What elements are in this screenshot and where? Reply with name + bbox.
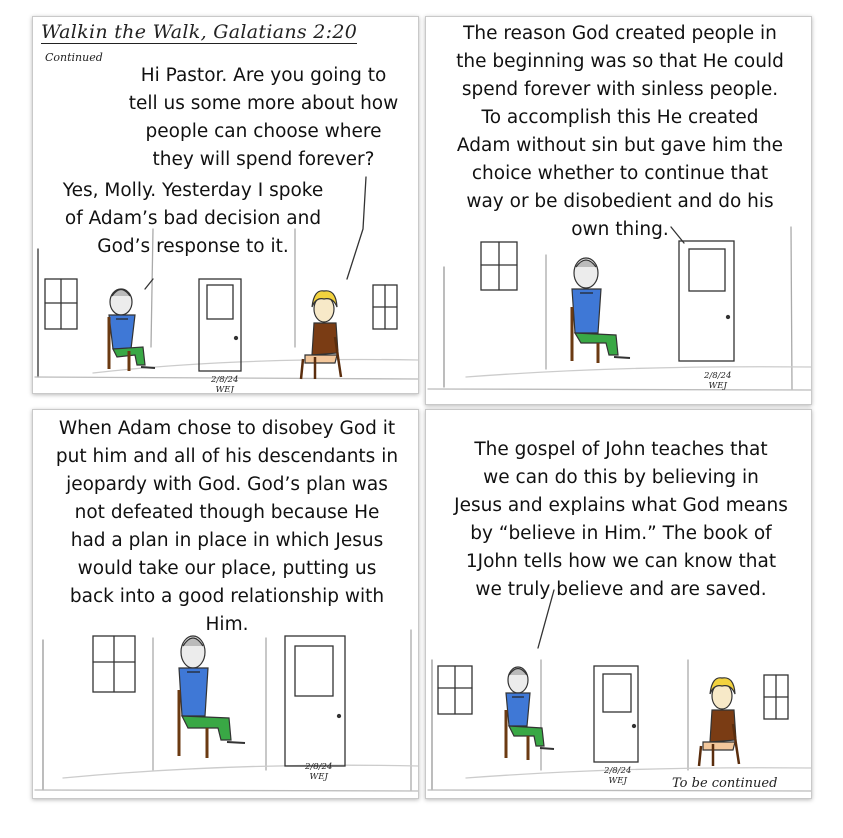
speech-line: by “believe in Him.” The book of — [470, 523, 772, 544]
speech-line: people can choose where — [145, 121, 382, 142]
artist-signature: 2/8/24 WEJ — [604, 766, 632, 786]
speech-line: God’s response to it. — [97, 236, 289, 257]
comic-panel-3 — [32, 409, 419, 799]
window-left — [45, 279, 77, 329]
continued-label: Continued — [45, 51, 103, 64]
pastor-speech — [43, 177, 343, 261]
speech-line: Him. — [205, 614, 249, 635]
molly-figure — [301, 291, 341, 379]
speech-line: choice whether to continue that — [471, 163, 769, 184]
comic-panel-1 — [32, 16, 419, 394]
pastor-figure — [572, 258, 630, 363]
speech-line: we truly believe and are saved. — [475, 579, 767, 600]
speech-line: Adam without sin but gave him the — [456, 135, 784, 156]
molly-figure — [699, 678, 739, 766]
speech-line: way or be disobedient and do his — [466, 191, 774, 212]
speech-line: 1John tells how we can know that — [465, 551, 777, 572]
pastor-figure — [506, 667, 554, 760]
speech-line: Yes, Molly. Yesterday I spoke — [62, 180, 324, 201]
speech-line: Hi Pastor. Are you going to — [140, 65, 387, 86]
molly-speech — [111, 62, 416, 174]
pastor-speech — [37, 415, 417, 639]
speech-line: we can do this by believing in — [483, 467, 759, 488]
artist-signature: 2/8/24 WEJ — [704, 371, 732, 391]
to-be-continued-label: To be continued — [672, 776, 778, 791]
speech-line: spend forever with sinless people. — [461, 79, 779, 100]
pastor-figure — [179, 636, 245, 758]
speech-line: Jesus and explains what God means — [454, 495, 788, 516]
speech-line: tell us some more about how — [128, 93, 399, 114]
speech-line: jeopardy with God. God’s plan was — [66, 474, 388, 495]
speech-line: The reason God created people in — [463, 23, 777, 44]
speech-line: own thing. — [571, 219, 669, 240]
speech-line: not defeated though because He — [74, 502, 380, 523]
comic-panel-2 — [425, 16, 812, 405]
speech-line: of Adam’s bad decision and — [64, 208, 322, 229]
speech-line: When Adam chose to disobey God it — [58, 418, 396, 439]
comic-title: Walkin the Walk, Galatians 2:20 — [41, 21, 358, 43]
pastor-speech — [436, 436, 806, 604]
pastor-figure — [109, 289, 155, 371]
artist-signature: 2/8/24 WEJ — [305, 762, 333, 782]
speech-line: To accomplish this He created — [481, 107, 759, 128]
speech-line: put him and all of his descendants in — [55, 446, 399, 467]
speech-line: back into a good relationship with — [69, 586, 385, 607]
speech-line: had a plan in place in which Jesus — [70, 530, 384, 551]
artist-signature: 2/8/24 WEJ — [211, 375, 239, 394]
speech-line: the beginning was so that He could — [456, 51, 784, 72]
speech-line: The gospel of John teaches that — [474, 439, 768, 460]
speech-line: they will spend forever? — [152, 149, 375, 170]
speech-line: would take our place, putting us — [77, 558, 377, 579]
comic-panel-4 — [425, 409, 812, 799]
pastor-speech — [432, 20, 808, 244]
